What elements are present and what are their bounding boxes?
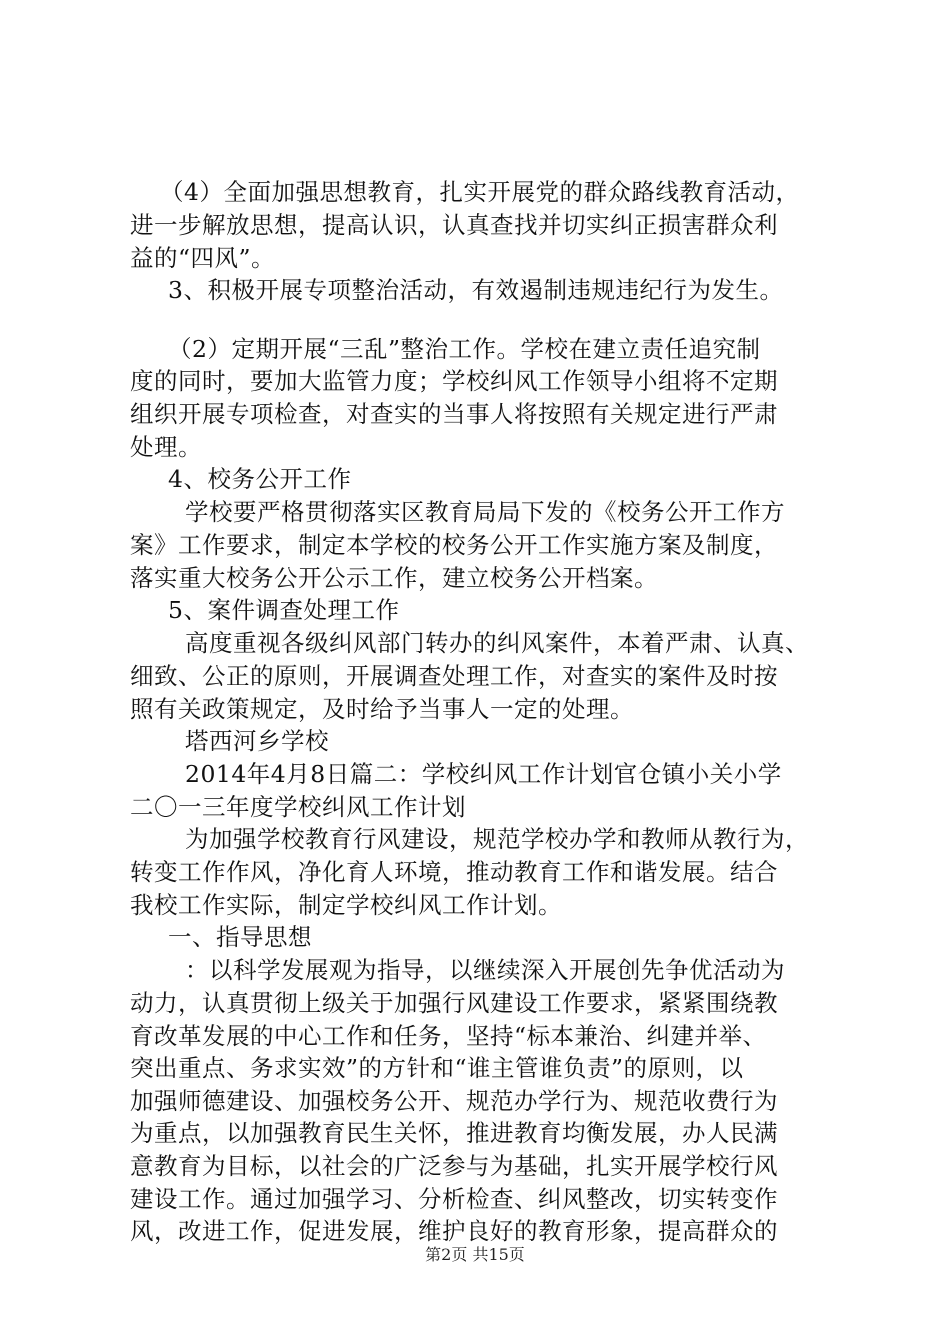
section-heading: 5、案件调查处理工作: [168, 596, 400, 624]
text-line: 落实重大校务公开公示工作，建立校务公开档案。: [130, 564, 658, 592]
text-line: 处理。: [130, 433, 202, 461]
text-line: 为重点，以加强教育民生关怀，推进教育均衡发展，办人民满: [130, 1119, 778, 1147]
text-line: 益的“四风”。: [130, 244, 276, 272]
text-line: 为加强学校教育行风建设，规范学校办学和教师从教行为，: [185, 825, 809, 853]
date-line: 2014年4月8日篇二：学校纠风工作计划官仓镇小关小学: [185, 760, 782, 788]
section-heading: 一、指导思想: [168, 923, 312, 951]
text-line: 照有关政策规定，及时给予当事人一定的处理。: [130, 695, 634, 723]
section-heading: 4、校务公开工作: [168, 465, 352, 493]
text-line: 育改革发展的中心工作和任务，坚持“标本兼治、纠建并举、: [130, 1022, 767, 1050]
text-line: 3、积极开展专项整治活动，有效遏制违规违纪行为发生。: [168, 276, 784, 304]
text-line: 细致、公正的原则，开展调查处理工作，对查实的案件及时按: [130, 662, 778, 690]
text-line: （4）全面加强思想教育，扎实开展党的群众路线教育活动，: [160, 178, 800, 206]
page-number: 第2页 共15页: [425, 1245, 525, 1264]
text-line: ：以科学发展观为指导，以继续深入开展创先争优活动为: [185, 956, 785, 984]
text-line: 意教育为目标，以社会的广泛参与为基础，扎实开展学校行风: [130, 1152, 778, 1180]
text-line: 组织开展专项检查，对查实的当事人将按照有关规定进行严肃: [130, 400, 778, 428]
text-line: 风，改进工作，促进发展，维护良好的教育形象，提高群众的: [130, 1217, 778, 1245]
text-line: 动力，认真贯彻上级关于加强行风建设工作要求，紧紧围绕教: [130, 989, 778, 1017]
text-line: 转变工作作风，净化育人环境，推动教育工作和谐发展。结合: [130, 858, 778, 886]
text-line: 学校要严格贯彻落实区教育局局下发的《校务公开工作方: [185, 498, 785, 526]
text-line: 加强师德建设、加强校务公开、规范办学行为、规范收费行为: [130, 1087, 778, 1115]
section-title: 二〇一三年度学校纠风工作计划: [130, 793, 466, 821]
text-line: 高度重视各级纠风部门转办的纠风案件，本着严肃、认真、: [185, 629, 809, 657]
text-line: 突出重点、务求实效”的方针和“谁主管谁负责”的原则，以: [130, 1054, 744, 1082]
text-line: 度的同时，要加大监管力度；学校纠风工作领导小组将不定期: [130, 367, 778, 395]
text-line: 进一步解放思想，提高认识，认真查找并切实纠正损害群众利: [130, 211, 778, 239]
text-line: （2）定期开展“三乱”整治工作。学校在建立责任追究制: [168, 335, 761, 363]
text-line: 我校工作实际，制定学校纠风工作计划。: [130, 891, 562, 919]
text-line: 建设工作。通过加强学习、分析检查、纠风整改，切实转变作: [130, 1185, 778, 1213]
signature-line: 塔西河乡学校: [185, 727, 329, 755]
text-line: 案》工作要求，制定本学校的校务公开工作实施方案及制度，: [130, 531, 778, 559]
